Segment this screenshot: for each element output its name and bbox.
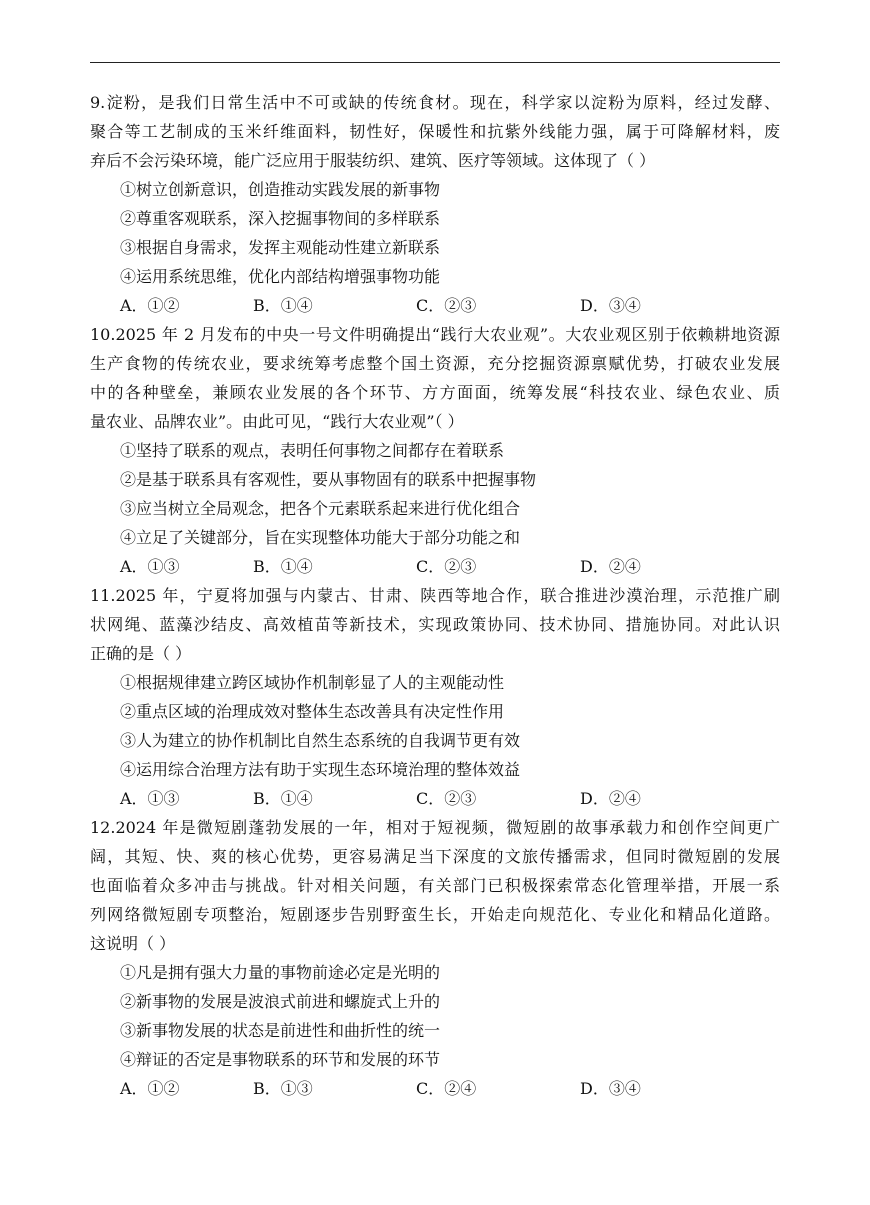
choice-d: D．③④ [580,1079,641,1098]
question-stem-line: 中的各种壁垒，兼顾农业发展的各个环节、方方面面，统筹发展“科技农业、绿色农业、质 [90,383,780,402]
question-stem-line: 阔，其短、快、爽的核心优势，更容易满足当下深度的文旅传播需求，但同时微短剧的发展 [90,847,780,866]
question-stem-line: 列网络微短剧专项整治，短剧逐步告别野蛮生长，开始走向规范化、专业化和精品化道路。 [90,905,780,924]
question-stem-line: 9.淀粉，是我们日常生活中不可或缺的传统食材。现在，科学家以淀粉为原料，经过发酵、 [90,93,780,112]
question-12 [90,813,780,1103]
choice-a: A．①② [120,296,180,315]
choice-c: C．②④ [416,1079,477,1098]
choice-a: A．①③ [120,557,180,576]
choice-c: C．②③ [416,296,477,315]
header-rule [90,62,780,63]
question-stem-line: 12.2024 年是微短剧蓬勃发展的一年，相对于短视频，微短剧的故事承载力和创作空间更广 [90,818,780,837]
choice-b: B．①④ [253,296,313,315]
question-9 [90,88,780,320]
choice-a: A．①③ [120,789,180,808]
statement-option: ④立足了关键部分，旨在实现整体功能大于部分功能之和 [120,528,521,547]
statement-option: ③应当树立全局观念，把各个元素联系起来进行优化组合 [120,499,521,518]
statement-option: ①凡是拥有强大力量的事物前途必定是光明的 [120,963,441,982]
question-stem-line: 也面临着众多冲击与挑战。针对相关问题，有关部门已积极探索常态化管理举措，开展一系 [90,876,780,895]
statement-option: ①根据规律建立跨区域协作机制彰显了人的主观能动性 [120,673,505,692]
statement-option: ②重点区域的治理成效对整体生态改善具有决定性作用 [120,702,505,721]
statement-option: ④运用综合治理方法有助于实现生态环境治理的整体效益 [120,760,521,779]
question-stem-line: 正确的是（ ） [90,644,192,663]
choice-b: B．①④ [253,789,313,808]
statement-option: ②尊重客观联系，深入挖掘事物间的多样联系 [120,209,441,228]
choice-a: A．①② [120,1079,180,1098]
statement-option: ②是基于联系具有客观性，要从事物固有的联系中把握事物 [120,470,537,489]
question-10 [90,320,780,581]
question-stem-line: 聚合等工艺制成的玉米纤维面料，韧性好，保暖性和抗紫外线能力强，属于可降解材料，废 [90,122,780,141]
statement-option: ③新事物发展的状态是前进性和曲折性的统一 [120,1021,441,1040]
answer-choices [90,1074,780,1103]
question-stem-line: 弃后不会污染环境，能广泛应用于服装纺织、建筑、医疗等领域。这体现了（ ） [90,151,656,170]
statement-option: ②新事物的发展是波浪式前进和螺旋式上升的 [120,992,441,1011]
question-stem-line: 生产食物的传统农业，要求统筹考虑整个国土资源，充分挖掘资源禀赋优势，打破农业发展 [90,354,780,373]
question-stem-line: 10.2025 年 2 月发布的中央一号文件明确提出“践行大农业观”。大农业观区别于依赖耕地资源 [90,325,780,344]
question-stem-line: 量农业、品牌农业”。由此可见，“践行大农业观”（ ） [90,412,464,431]
choice-c: C．②③ [416,557,477,576]
statement-option: ④运用系统思维，优化内部结构增强事物功能 [120,267,441,286]
question-stem-line: 这说明（ ） [90,934,176,953]
choice-d: D．②④ [580,557,641,576]
statement-option: ③人为建立的协作机制比自然生态系统的自我调节更有效 [120,731,521,750]
statement-option: ①树立创新意识，创造推动实践发展的新事物 [120,180,441,199]
answer-choices [90,291,780,320]
question-list [90,88,780,1103]
answer-choices [90,784,780,813]
statement-option: ①坚持了联系的观点，表明任何事物之间都存在着联系 [120,441,505,460]
choice-b: B．①③ [253,1079,313,1098]
statement-option: ③根据自身需求，发挥主观能动性建立新联系 [120,238,441,257]
statement-option: ④辩证的否定是事物联系的环节和发展的环节 [120,1050,441,1069]
choice-d: D．②④ [580,789,641,808]
answer-choices [90,552,780,581]
choice-c: C．②③ [416,789,477,808]
choice-d: D．③④ [580,296,641,315]
question-stem-line: 状网绳、蓝藻沙结皮、高效植苗等新技术，实现政策协同、技术协同、措施协同。对此认识 [90,615,780,634]
question-11 [90,581,780,813]
choice-b: B．①④ [253,557,313,576]
question-stem-line: 11.2025 年，宁夏将加强与内蒙古、甘肃、陕西等地合作，联合推进沙漠治理，示范推广刷 [90,586,780,605]
